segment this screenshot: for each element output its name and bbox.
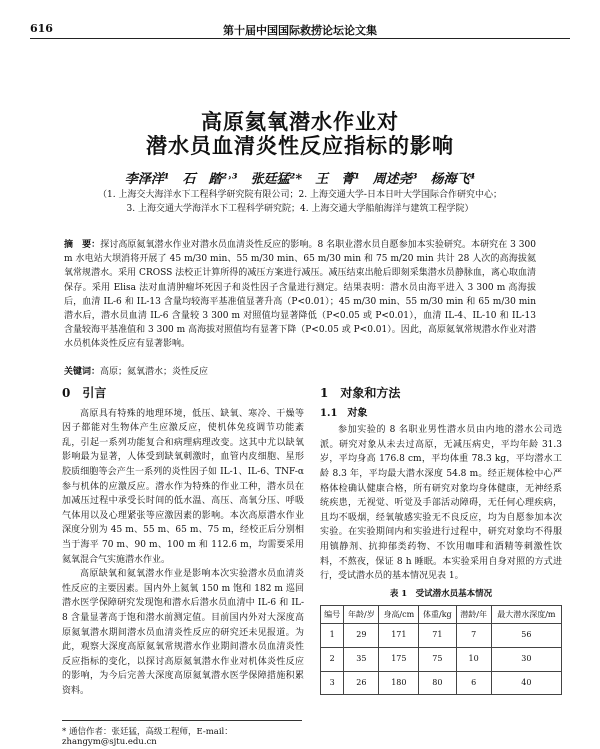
- table-cell: 26: [344, 671, 379, 695]
- keywords-label: 关键词：: [64, 367, 101, 377]
- table-cell: 171: [379, 624, 419, 648]
- table-header-cell: 身高/cm: [379, 606, 419, 624]
- table-header-cell: 最大潜水深度/m: [491, 606, 561, 624]
- affiliation-line: （1. 上海交大海洋水下工程科学研究院有限公司；2. 上海交通大学-日本日叶大学国际合作研究中心；: [98, 190, 502, 200]
- body-paragraph: 高原缺氧和氦氧潜水作业是影响本次实验潜水员血清炎性反应的主要因素。国内外上氦氧 150 m 饱和 182 m 巡回潜水医学保障研究发现饱和潜水后潜水员血清中 IL-6 和 IL-8 含量显著高于饱和潜水前测定值。目前国内外对大深度高原氦氧潜水期间潜水员血清炎性反应的研究还未见报道。为此，观察大深度高原氦氧常规潜水作业期间潜水员血清炎性反应指标的变化，以探讨高原氦氧潜水作业对机体炎性反应的影响，为今后完善大深度高原氦氧潜水医学保障措施积累资料。: [62, 569, 304, 696]
- left-column: [62, 382, 304, 698]
- section-heading-introduction: 0 引言: [62, 386, 107, 400]
- table-cell: 40: [491, 671, 561, 695]
- table-cell: 180: [379, 671, 419, 695]
- paper-title-line-1: 高原氦氧潜水作业对: [201, 109, 399, 134]
- table-cell: 6: [456, 671, 491, 695]
- page-number: 616: [30, 22, 53, 35]
- section-heading-methods: 1 对象和方法: [320, 386, 401, 400]
- right-column: [320, 382, 562, 695]
- table-header-row: [321, 606, 562, 624]
- paper-title-line-2: 潜水员血清炎性反应指标的影响: [146, 133, 454, 158]
- body-paragraph: 高原具有特殊的地理环境，低压、缺氧、寒冷、干燥等因子都能对生物体产生应激反应，使机体免疫调节功能紊乱，引起一系列功能复合和病理病理改变。这其中尤以缺氧影响最为显著，人体受到缺氧刺激时，血管内皮细胞、星形胶质细胞等会产生一系列的炎性因子如 IL-1、IL-6、TNF-α 参与机体的应激反应。潜水作为特殊的作业工种，潜水员在加减压过程中承受长时间的低水温、高压、高氧分压、呼吸气体用以及心理紧张等应激因素的影响。本次高原潜水作业深度分别为 45 m、55 m、65 m、75 m，经校正后分别相当于海平 70 m、90 m、100 m 和 112.6 m，均需要采用氦氧混合气实施潜水作业。: [62, 408, 304, 565]
- table-cell: 56: [491, 624, 561, 648]
- table-cell: 1: [321, 624, 344, 648]
- body-paragraph: 参加实验的 8 名职业男性潜水员由内地的潜水公司选派。研究对象从未去过高原，无减压病史，平均年龄 31.3 岁，平均身高 176.8 cm，平均体重 78.3 kg，平均潜水工龄 8.3 年，平均最大潜水深度 54.8 m。经正规体检中心严格体检确认健康合格，所有研究对象均身体健康，无神经系统疾患，无视觉、听觉及手部活动障碍，无任何心理疾病，且均不吸烟，经氧敏感实验无不良反应，均为自愿参加本次实验。在实验期间内和实验进行过程中，研究对象均不得服用镇静剂、抗抑郁类药物、不饮用咖啡和酒精等刺激性饮料，不熬夜，保证 8 h 睡眠。本实验采用自身对照的方式进行，受试潜水员的基本情况见表 1。: [320, 425, 562, 582]
- table-cell: 30: [491, 647, 561, 671]
- subsection-heading-subjects: 1.1 对象: [320, 407, 368, 419]
- keywords-text: 高原；氦氧潜水；炎性反应: [100, 367, 209, 377]
- abstract-text: 探讨高原氦氧潜水作业对潜水员血清炎性反应的影响。8 名职业潜水员自愿参加本实验研究。本研究在 3 300 m 水电站大坝消将开展了 45 m/30 min、55 m/30 min、65 m/30 min 和 75 m/20 min 共计 28 人次的高海拔氦氧常规潜水。采用 CROSS 法校正计算所得的减压方案进行减压。减压结束出舱后即刻采集潜水员静脉血，离心取血清保存。采用 Elisa 法对血清肿瘤坏死因子和炎性因子含量进行测定。结果表明：潜水员由海平进入 3 300 m 高海拔后，血清 IL-6 和 IL-13 含量均较海平基准值显著升高（P<0.01）；45 m/30 min、55 m/30 min 和 65 m/30 min 潜水后，潜水员血清 IL-6 含量较 3 300 m 对照值均显著降低（P<0.05 或 P<0.01），血清 IL-4、IL-10 和 IL-13 含量较海平基准值和 3 300 m 高海拔对照值均有显著下降（P<0.05 或 P<0.01）。因此，高原氦氧常规潜水作业对潜水员机体炎性反应有显著影响。: [64, 240, 536, 350]
- table-cell: 71: [419, 624, 456, 648]
- table-header-cell: 编号: [321, 606, 344, 624]
- affiliation-line: 3. 上海交通大学海洋水下工程科学研究院；4. 上海交通大学船舶海洋与建筑工程学院）: [126, 204, 474, 214]
- table-cell: 175: [379, 647, 419, 671]
- subjects-table: [320, 605, 562, 695]
- abstract-label: 摘 要：: [64, 240, 101, 250]
- table-row: [321, 647, 562, 671]
- table-cell: 10: [456, 647, 491, 671]
- table-cell: 29: [344, 624, 379, 648]
- table-cell: 35: [344, 647, 379, 671]
- table-cell: 3: [321, 671, 344, 695]
- table-header-cell: 年龄/岁: [344, 606, 379, 624]
- abstract: [64, 238, 536, 352]
- affiliations: [40, 188, 560, 216]
- table-caption: 表 1 受试潜水员基本情况: [389, 588, 493, 599]
- table-header-cell: 体重/kg: [419, 606, 456, 624]
- keywords: [64, 364, 536, 377]
- running-header: [30, 22, 570, 39]
- table-header-cell: 潜龄/年: [456, 606, 491, 624]
- table-cell: 7: [456, 624, 491, 648]
- corresponding-author-footnote: * 通信作者：张廷猛，高级工程师，E-mail：zhangym@sjtu.edu.cn: [62, 720, 302, 747]
- table-cell: 80: [419, 671, 456, 695]
- table-row: [321, 624, 562, 648]
- author-list: 李泽洋¹ 石 踏²˒³ 张廷猛²* 王 菁¹ 周述尧³ 杨海飞⁴: [124, 172, 476, 187]
- journal-title: 第十届中国国际救捞论坛论文集: [223, 24, 377, 37]
- table-row: [321, 671, 562, 695]
- table-cell: 2: [321, 647, 344, 671]
- table-cell: 75: [419, 647, 456, 671]
